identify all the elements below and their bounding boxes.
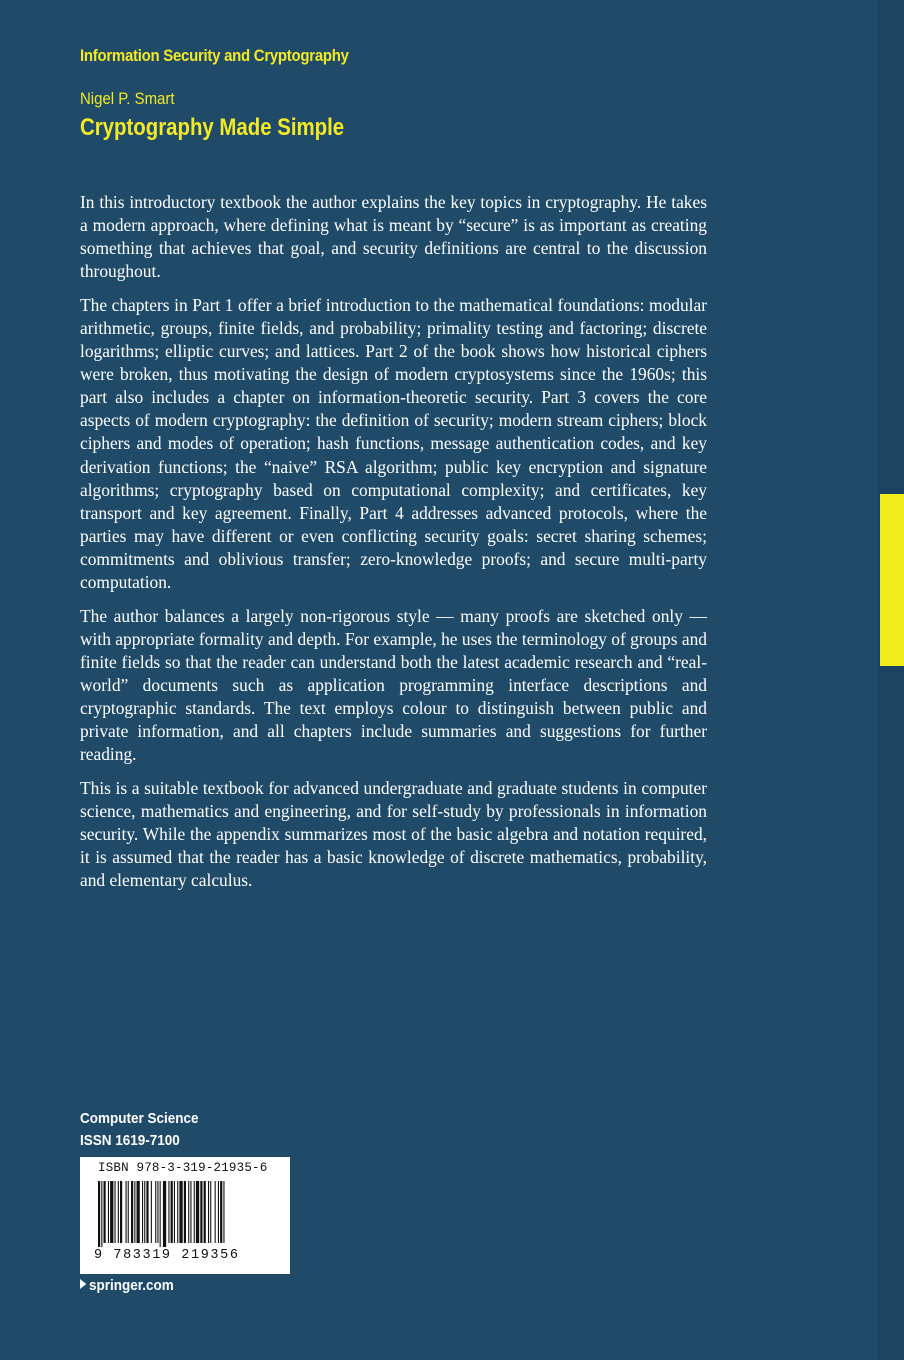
blurb-paragraph: The chapters in Part 1 offer a brief introduction to the mathematical foundations: modular arithmetic, groups, finite fields, and probability; primality testing and factoring; discrete logarithms; elliptic curves; and lattices. Part 2 of the book shows how historical ciphers were broken, thus motivating the design of modern cryptosystems since the 1960s; this part also includes a chapter on information-theoretic security. Part 3 covers the core aspects of modern cryptography: the definition of security; modern stream ciphers; block ciphers and modes of operation; hash functions, message authentication codes, and key derivation functions; the “naive” RSA algorithm; public key encryption and signature algorithms; cryptography based on computational complexity; and certificates, key transport and key agreement. Finally, Part 4 addresses advanced protocols, where the parties may have different or even conflicting security goals: secret sharing schemes; commitments and oblivious transfer; zero-knowledge proofs; and secure multi-party computation. bbox=[80, 295, 707, 592]
barcode-bar bbox=[126, 1181, 127, 1243]
barcode-image bbox=[96, 1181, 274, 1247]
publisher-link[interactable] bbox=[80, 1277, 174, 1294]
arrow-right-icon bbox=[80, 1279, 86, 1289]
barcode-bar bbox=[134, 1181, 135, 1243]
barcode-bar bbox=[104, 1181, 106, 1243]
barcode-bar bbox=[168, 1181, 169, 1243]
series-title: Information Security and Cryptography bbox=[80, 46, 349, 65]
barcode-bar bbox=[184, 1181, 186, 1243]
barcode-bar bbox=[146, 1181, 148, 1243]
barcode-bar bbox=[204, 1181, 206, 1243]
barcode-bar bbox=[115, 1181, 116, 1243]
barcode-bar bbox=[174, 1181, 175, 1243]
barcode-bar bbox=[215, 1181, 216, 1243]
color-tab bbox=[880, 494, 904, 666]
publisher-label: springer.com bbox=[89, 1277, 174, 1294]
blurb-paragraph: The author balances a largely non-rigorous style — many proofs are sketched only — with appropriate formality and depth. For example, he uses the terminology of groups and finite fields so that the reader can understand both the latest academic research and “real-world” documents such as application programming interface descriptions and cryptographic standards. The text employs colour to distinguish between public and private information, and all chapters include summaries and suggestions for further reading. bbox=[80, 605, 707, 765]
barcode-bar bbox=[220, 1181, 222, 1243]
barcode-bar bbox=[120, 1181, 122, 1243]
barcode-bar bbox=[218, 1181, 219, 1243]
barcode-bar bbox=[137, 1181, 140, 1243]
barcode-bar bbox=[188, 1181, 189, 1243]
barcode-panel bbox=[80, 1157, 290, 1274]
barcode-bar bbox=[131, 1181, 133, 1243]
book-title: Cryptography Made Simple bbox=[80, 114, 345, 141]
barcode-bar bbox=[157, 1181, 158, 1243]
barcode-bar bbox=[200, 1181, 202, 1243]
blurb-text bbox=[80, 191, 707, 903]
barcode-bar bbox=[128, 1181, 129, 1243]
issn-label: ISSN 1619-7100 bbox=[80, 1132, 180, 1149]
blurb-paragraph: This is a suitable textbook for advanced undergraduate and graduate students in computer science, mathematics and engineering, and for self-study by professionals in information security. While the appendix summarizes most of the basic algebra and notation required, it is assumed that the reader has a basic knowledge of discrete mathematics, probability, and elementary calculus. bbox=[80, 778, 707, 891]
barcode-bar bbox=[110, 1181, 113, 1243]
barcode-bar bbox=[142, 1181, 143, 1243]
barcode-bar bbox=[101, 1181, 102, 1247]
barcode-bar bbox=[118, 1181, 119, 1243]
barcode-bar bbox=[223, 1181, 224, 1243]
barcode-bar bbox=[160, 1181, 161, 1247]
barcode-bar bbox=[177, 1181, 178, 1243]
barcode-bar bbox=[171, 1181, 173, 1243]
barcode-bar bbox=[196, 1181, 199, 1243]
barcode-bar bbox=[151, 1181, 152, 1243]
spine-edge bbox=[878, 0, 904, 1360]
barcode-bar bbox=[98, 1181, 100, 1247]
barcode-digits: 9 783319 219356 bbox=[94, 1248, 240, 1263]
blurb-paragraph: In this introductory textbook the author explains the key topics in cryptography. He takes a modern approach, where defining what is meant by “secure” is as important as creating something that achieves that goal, and security definitions are central to the discussion throughout. bbox=[80, 192, 707, 282]
subject-label: Computer Science bbox=[80, 1110, 199, 1127]
barcode-bar bbox=[208, 1181, 209, 1243]
barcode-bar bbox=[163, 1181, 166, 1247]
barcode-bar bbox=[155, 1181, 156, 1243]
barcode-bar bbox=[108, 1181, 109, 1243]
barcode-bar bbox=[194, 1181, 195, 1243]
author-name: Nigel P. Smart bbox=[80, 89, 175, 108]
barcode-bar bbox=[179, 1181, 182, 1243]
isbn-label: ISBN 978-3-319-21935-6 bbox=[98, 1161, 268, 1175]
barcode-bar bbox=[190, 1181, 191, 1243]
barcode-bar bbox=[144, 1181, 145, 1243]
barcode-bar bbox=[210, 1181, 211, 1243]
